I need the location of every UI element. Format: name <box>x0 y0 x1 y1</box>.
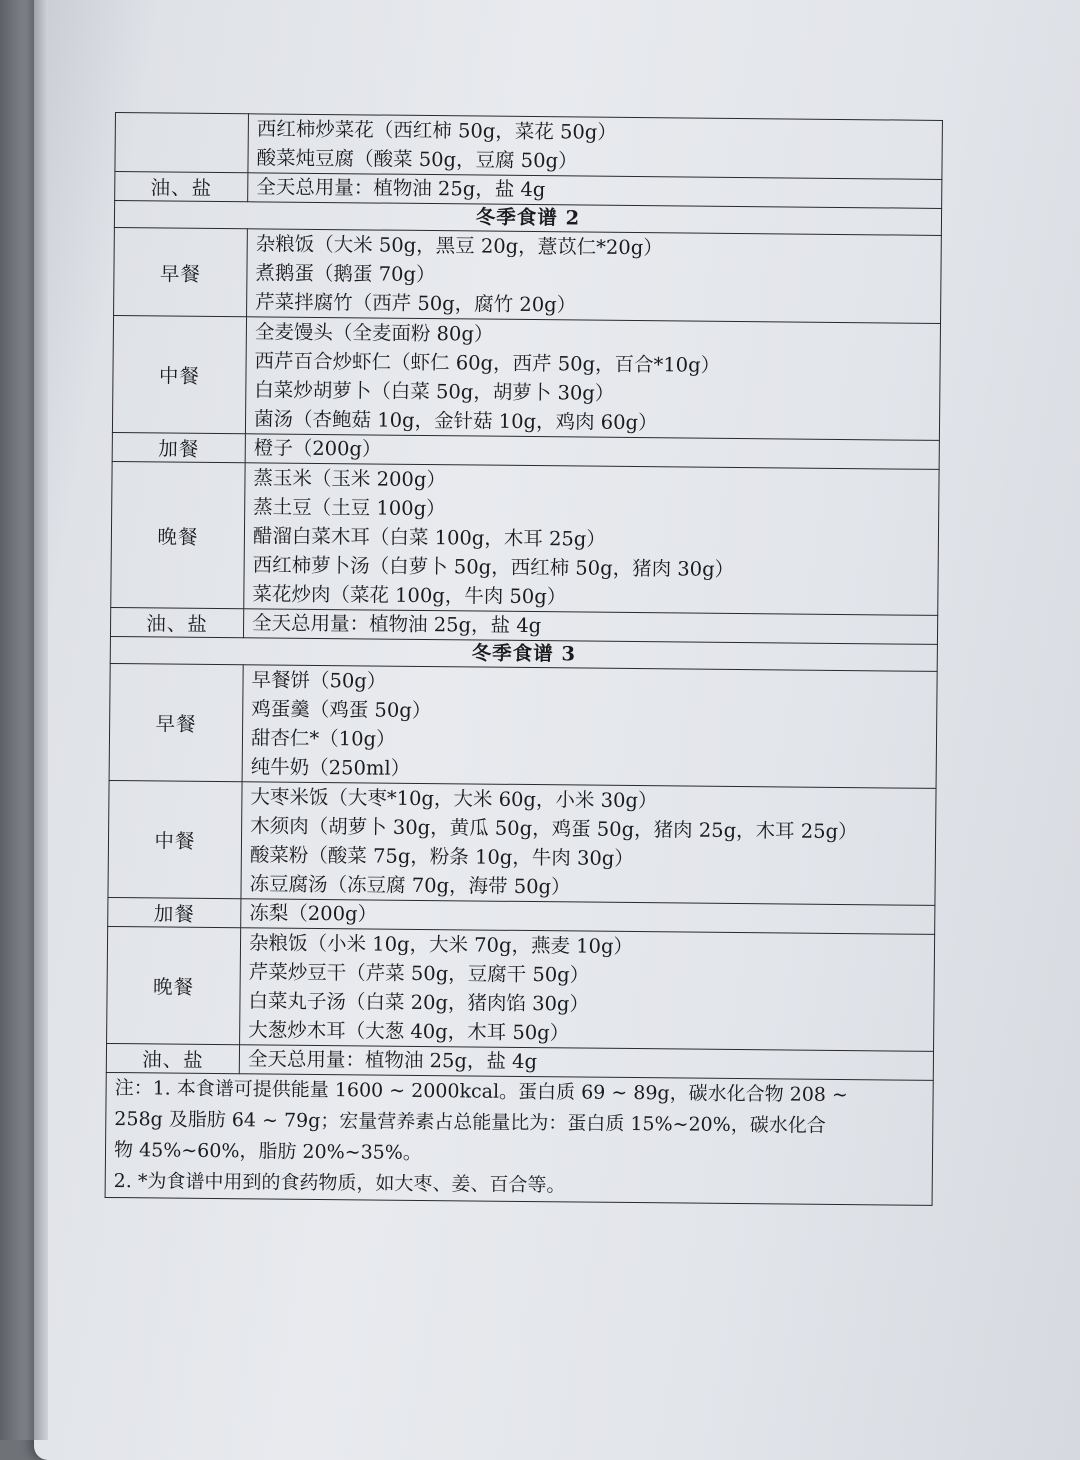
recipe-section-title: 冬季食谱 3 <box>110 636 937 671</box>
meal-item: 西芹百合炒虾仁（虾仁 60g，西芹 50g，百合*10g） <box>254 349 721 377</box>
meal-row <box>112 315 940 440</box>
meal-item: 大枣米饭（大枣*10g，大米 60g，小米 30g） <box>250 785 658 813</box>
meal-item: 木须肉（胡萝卜 30g，黄瓜 50g，鸡蛋 50g，猪肉 25g，木耳 25g） <box>250 814 858 844</box>
meal-items <box>240 928 935 1052</box>
meal-items <box>247 229 942 324</box>
meal-items <box>242 665 937 789</box>
meal-row <box>108 780 936 905</box>
meal-item: 醋溜白菜木耳（白菜 100g，木耳 25g） <box>252 524 606 551</box>
meal-items <box>245 317 940 441</box>
meal-label: 油、盐 <box>110 607 243 637</box>
meal-item: 鸡蛋羹（鸡蛋 50g） <box>251 697 432 723</box>
meal-item: 芹菜拌腐竹（西芹 50g，腐竹 20g） <box>255 290 577 317</box>
meal-item: 芹菜炒豆干（芹菜 50g，豆腐干 50g） <box>248 960 590 987</box>
meal-label: 中餐 <box>112 315 246 433</box>
recipe-table-body <box>105 113 942 1206</box>
page-binding-edge <box>34 0 48 1440</box>
meal-label: 油、盐 <box>115 172 248 202</box>
meal-label: 早餐 <box>109 663 243 781</box>
meal-label: 加餐 <box>108 897 241 927</box>
meal-item: 煮鹅蛋（鹅蛋 70g） <box>255 261 436 287</box>
meal-label: 油、盐 <box>106 1043 239 1073</box>
meal-item: 甜杏仁*（10g） <box>250 726 396 751</box>
meal-row <box>109 663 937 788</box>
note-row <box>105 1072 933 1205</box>
meal-item: 西红柿炒菜花（西红柿 50g，菜花 50g） <box>256 117 617 144</box>
meal-item: 酸菜炖豆腐（酸菜 50g，豆腐 50g） <box>256 146 578 173</box>
meal-item: 白菜炒胡萝卜（白菜 50g，胡萝卜 30g） <box>254 378 615 405</box>
meal-item: 西红柿萝卜汤（白萝卜 50g，西红柿 50g，猪肉 30g） <box>252 553 735 581</box>
meal-item: 全天总用量：植物油 25g，盐 4g <box>247 1047 538 1074</box>
note-text <box>105 1072 933 1205</box>
meal-item: 全天总用量：植物油 25g，盐 4g <box>251 611 542 638</box>
meal-item: 冻豆腐汤（冻豆腐 70g，海带 50g） <box>249 872 571 899</box>
meal-item: 杂粮饭（小米 10g，大米 70g，燕麦 10g） <box>248 931 634 959</box>
meal-item: 冻梨（200g） <box>249 901 378 926</box>
note-line: 258g 及脂肪 64 ~ 79g；宏量营养素占总能量比为：蛋白质 15%~20%，碳水化合 <box>114 1108 826 1137</box>
meal-row <box>111 461 939 615</box>
meal-item: 白菜丸子汤（白菜 20g，猪肉馅 30g） <box>248 989 590 1016</box>
meal-label <box>115 113 249 173</box>
meal-label: 中餐 <box>108 780 242 898</box>
meal-items <box>248 114 943 180</box>
recipe-section-title: 冬季食谱 2 <box>114 201 941 236</box>
meal-row <box>114 227 942 323</box>
note-line: 2. *为食谱中用到的食药物质，如大枣、姜、百合等。 <box>113 1170 566 1197</box>
meal-items <box>244 463 939 616</box>
meal-item: 酸菜粉（酸菜 75g，粉条 10g，牛肉 30g） <box>249 843 634 871</box>
recipe-table <box>105 112 943 1206</box>
meal-item: 全天总用量：植物油 25g，盐 4g <box>256 175 546 202</box>
meal-item: 菜花炒肉（菜花 100g，牛肉 50g） <box>252 582 567 609</box>
meal-item: 全麦馒头（全麦面粉 80g） <box>254 320 494 346</box>
note-line: 物 45%~60%，脂肪 20%~35%。 <box>113 1139 422 1164</box>
meal-item: 菌汤（杏鲍菇 10g，金针菇 10g，鸡肉 60g） <box>253 407 658 435</box>
meal-item: 纯牛奶（250ml） <box>250 755 411 780</box>
meal-item: 蒸土豆（土豆 100g） <box>253 495 446 521</box>
meal-items <box>241 782 936 906</box>
meal-row <box>107 926 935 1051</box>
meal-item: 橙子（200g） <box>253 436 382 461</box>
meal-item: 蒸玉米（玉米 200g） <box>253 466 447 492</box>
meal-item: 杂粮饭（大米 50g，黑豆 20g，薏苡仁*20g） <box>255 232 663 260</box>
meal-label: 早餐 <box>114 227 248 316</box>
meal-label: 晚餐 <box>107 926 241 1044</box>
meal-item: 早餐饼（50g） <box>251 668 387 693</box>
meal-label: 晚餐 <box>111 461 245 608</box>
meal-row <box>115 113 943 180</box>
note-line: 注：1. 本食谱可提供能量 1600 ~ 2000kcal。蛋白质 69 ~ 89g，碳水化合物 208 ~ <box>114 1077 848 1107</box>
meal-item: 大葱炒木耳（大葱 40g，木耳 50g） <box>248 1018 570 1045</box>
meal-label: 加餐 <box>112 432 245 462</box>
